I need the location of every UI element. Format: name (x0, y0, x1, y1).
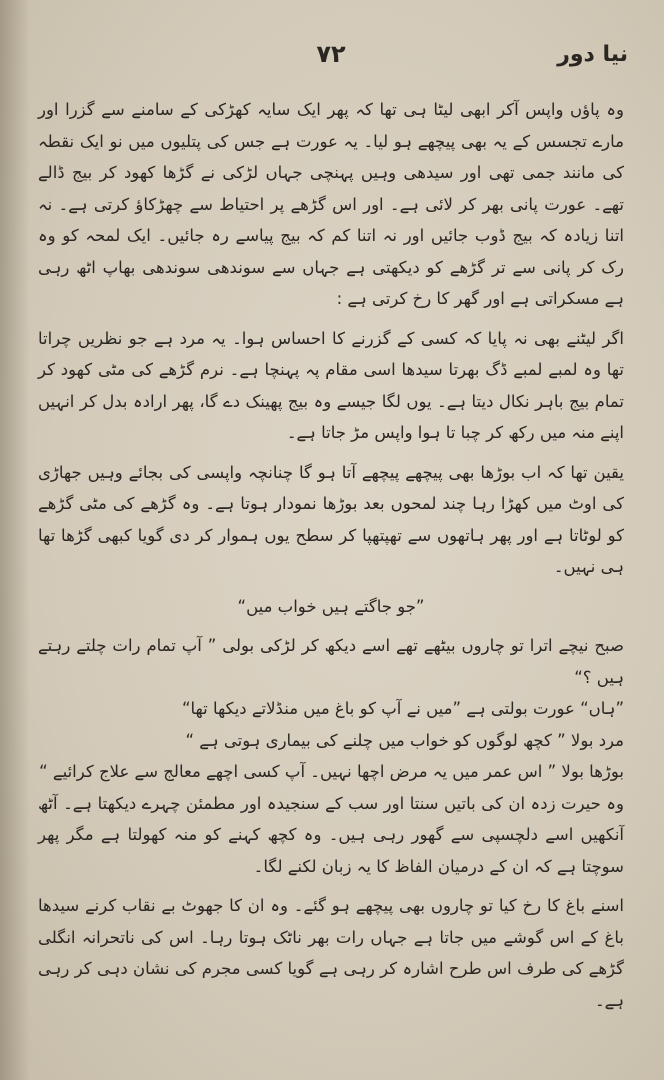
paragraph: اگر لیٹنے بھی نہ پایا کہ کسی کے گزرنے کا احساس ہوا۔ یہ مرد ہے جو نظریں چراتا تھا وہ لمبے لمبے ڈگ بھرتا سیدھا اسی مقام پہ پہنچا ہے۔ نرم گڑھے کی مٹی کھود کر تمام بیج باہر نکال دیتا ہے۔ یوں لگا جیسے وہ بیج پھینک دے گا، پھر ارادہ بدل کر انہیں اپنے منہ میں رکھ کر چبا تا ہوا واپس مڑ جاتا ہے۔ (38, 328, 624, 442)
running-title: نیا دور (557, 42, 628, 67)
paragraph: بوڑھا بولا ” اس عمر میں یہ مرض اچھا نہیں۔ آپ کسی اچھے معالج سے علاج کرائیے “ (39, 762, 624, 781)
paragraph: ”ہاں“ عورت بولتی ہے ”میں نے آپ کو باغ میں منڈلاتے دیکھا تھا“ (181, 699, 624, 718)
paragraph: وہ حیرت زدہ ان کی باتیں سنتا اور سب کے سنجیدہ اور مطمئن چہرے دیکھتا ہے۔ آٹھ آنکھیں اسے دلچسپی سے گھور رہی ہیں۔ وہ کچھ کہنے کو منہ کھولتا ہے مگر پھر سوچتا ہے کہ ان کے درمیان الفاظ کا یہ زبان لکنے لگا۔ (38, 793, 624, 876)
paragraph: صبح نیچے اترا تو چاروں بیٹھے تھے اسے دیکھ کر لڑکی بولی ” آپ تمام رات چلتے رہتے ہیں ؟“ (38, 636, 624, 687)
paragraph: وہ پاؤں واپس آکر ابھی لیٹا ہی تھا کہ پھر ایک سایہ کھڑکی کے سامنے سے گزرا اور مارے تجسس کے یہ بھی پیچھے ہو لیا۔ یہ عورت ہے جس کی پتلیوں میں نو ایک نقطہ کی مانند جمی تھی اور سیدھی وہیں پہنچی جہاں لڑکی نے گڑھا کھود کر بیج ڈالے تھے۔ عورت پانی بھر کر لائی ہے۔ اور اس گڑھے پر احتیاط سے چھڑکاؤ کرتی ہے۔ نہ اتنا زیادہ کہ بیج ڈوب جائیں اور نہ اتنا کم کہ بیج پیاسے رہ جائیں۔ ایک لمحہ کو وہ رک کر پانی سے تر گڑھے کو دیکھتی ہے جہاں سے سوندھی سوندھی بھاپ اٹھ رہی ہے مسکراتی ہے اور گھر کا رخ کرتی ہے : (38, 100, 624, 308)
paragraph: یقین تھا کہ اب بوڑھا بھی پیچھے پیچھے آتا ہو گا چنانچہ واپسی کی بجائے وہیں جھاڑی کی اوٹ میں کھڑا رہا چند لمحوں بعد بوڑھا نمودار ہوتا ہے۔ وہ گڑھے کی مٹی گڑھے کو لوٹاتا ہے اور پھر ہاتھوں سے تھپتھپا کر سطح یوں ہموار کر دی گویا کبھی گڑھا تھا ہی نہیں۔ (38, 462, 624, 576)
paragraph: مرد بولا ” کچھ لوگوں کو خواب میں چلنے کی بیماری ہوتی ہے “ (185, 730, 624, 750)
section-heading: ”جو جاگتے ہیں خواب میں“ (237, 596, 425, 616)
page-gutter-shadow (0, 0, 30, 1080)
page-header (34, 38, 628, 72)
page-number: ۷۲ (316, 40, 346, 68)
page-body (38, 94, 624, 1016)
paragraph: اسنے باغ کا رخ کیا تو چاروں بھی پیچھے ہو گئے۔ وہ ان کا جھوٹ بے نقاب کرنے سیدھا باغ کے اس گوشے میں جاتا ہے جہاں رات بھر ناٹک ہوتا رہا۔ اس کی ناتحرانہ انگلی گڑھے کی طرف اس طرح اشارہ کر رہی ہے گویا کسی مجرم کی نشان دہی کر رہی ہے۔ (38, 896, 624, 1010)
